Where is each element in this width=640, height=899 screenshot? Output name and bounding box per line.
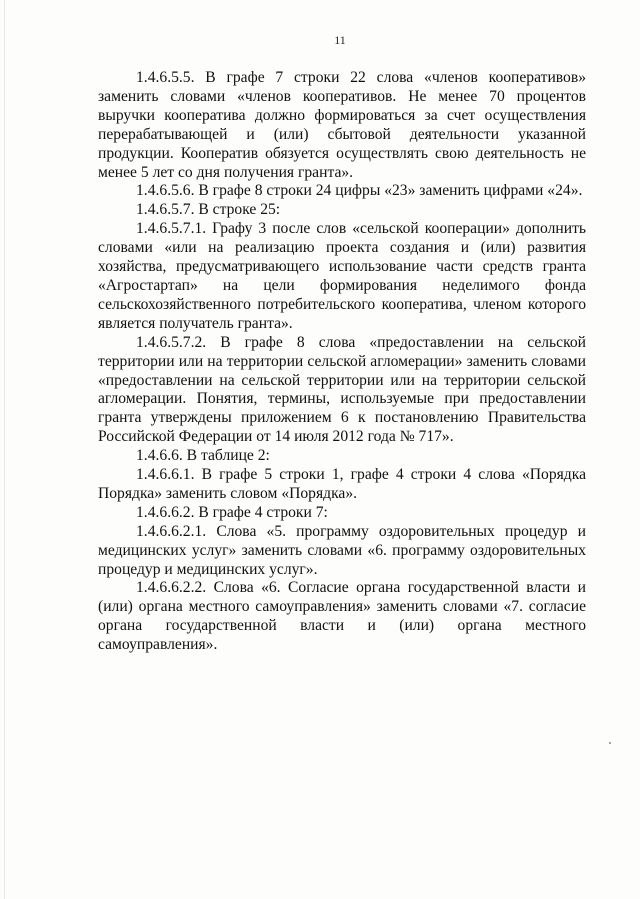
paragraph-1-4-6-6-2: 1.4.6.6.2. В графе 4 строки 7: xyxy=(136,503,328,521)
paragraph-1-4-6-6: 1.4.6.6. В таблице 2: xyxy=(136,447,270,465)
scan-edge xyxy=(4,0,5,899)
paragraph-1-4-6-6-2-1: 1.4.6.6.2.1. Слова «5. программу оздоровительных процедур и медицинских услуг» заменить словами «6. программу оздоровительных процедур и медицинских услуг». xyxy=(98,522,586,578)
paragraph-1-4-6-6-2-2: 1.4.6.6.2.2. Слова «6. Согласие органа государственной власти и (или) органа местного самоуправления» заменить словами «7. согласие органа государственной власти и (или) органа местного самоуправления». xyxy=(98,579,586,654)
paragraph-1-4-6-5-6: 1.4.6.5.6. В графе 8 строки 24 цифры «23» заменить цифрами «24». xyxy=(136,182,583,200)
page-number: 11 xyxy=(334,33,346,47)
paragraph-1-4-6-6-1: 1.4.6.6.1. В графе 5 строки 1, графе 4 строки 4 слова «Порядка Порядка» заменить словом «Порядка». xyxy=(98,466,586,502)
scan-speck xyxy=(609,742,611,744)
paragraph-1-4-6-5-7-1: 1.4.6.5.7.1. Графу 3 после слов «сельской кооперации» дополнить словами «или на реализацию проекта создания и (или) развития хозяйства, предусматривающего использование части средств гранта «Агростартап» на цели формирования неделимого фонда сельскохозяйственного потребительского кооператива, членом которого является получатель гранта». xyxy=(98,220,586,332)
paragraph-1-4-6-5-7: 1.4.6.5.7. В строке 25: xyxy=(136,201,281,219)
document-body xyxy=(98,69,586,655)
paragraph-1-4-6-5-5: 1.4.6.5.5. В графе 7 строки 22 слова «членов кооперативов» заменить словами «членов кооперативов. Не менее 70 процентов выручки кооператива должно формироваться за счет осуществления перерабатывающей и (или) сбытовой деятельности указанной продукции. Кооператив обязуется осуществлять свою деятельность не менее 5 лет со дня получения гранта». xyxy=(98,69,586,181)
paragraph-1-4-6-5-7-2: 1.4.6.5.7.2. В графе 8 слова «предоставлении на сельской территории или на территории сельской агломерации» заменить словами «предоставлении на сельской территории или на территории сельской агломерации. Понятия, термины, используемые при предоставлении гранта утверждены приложением 6 к постановлению Правительства Российской Федерации от 14 июля 2012 года № 717». xyxy=(98,333,586,446)
